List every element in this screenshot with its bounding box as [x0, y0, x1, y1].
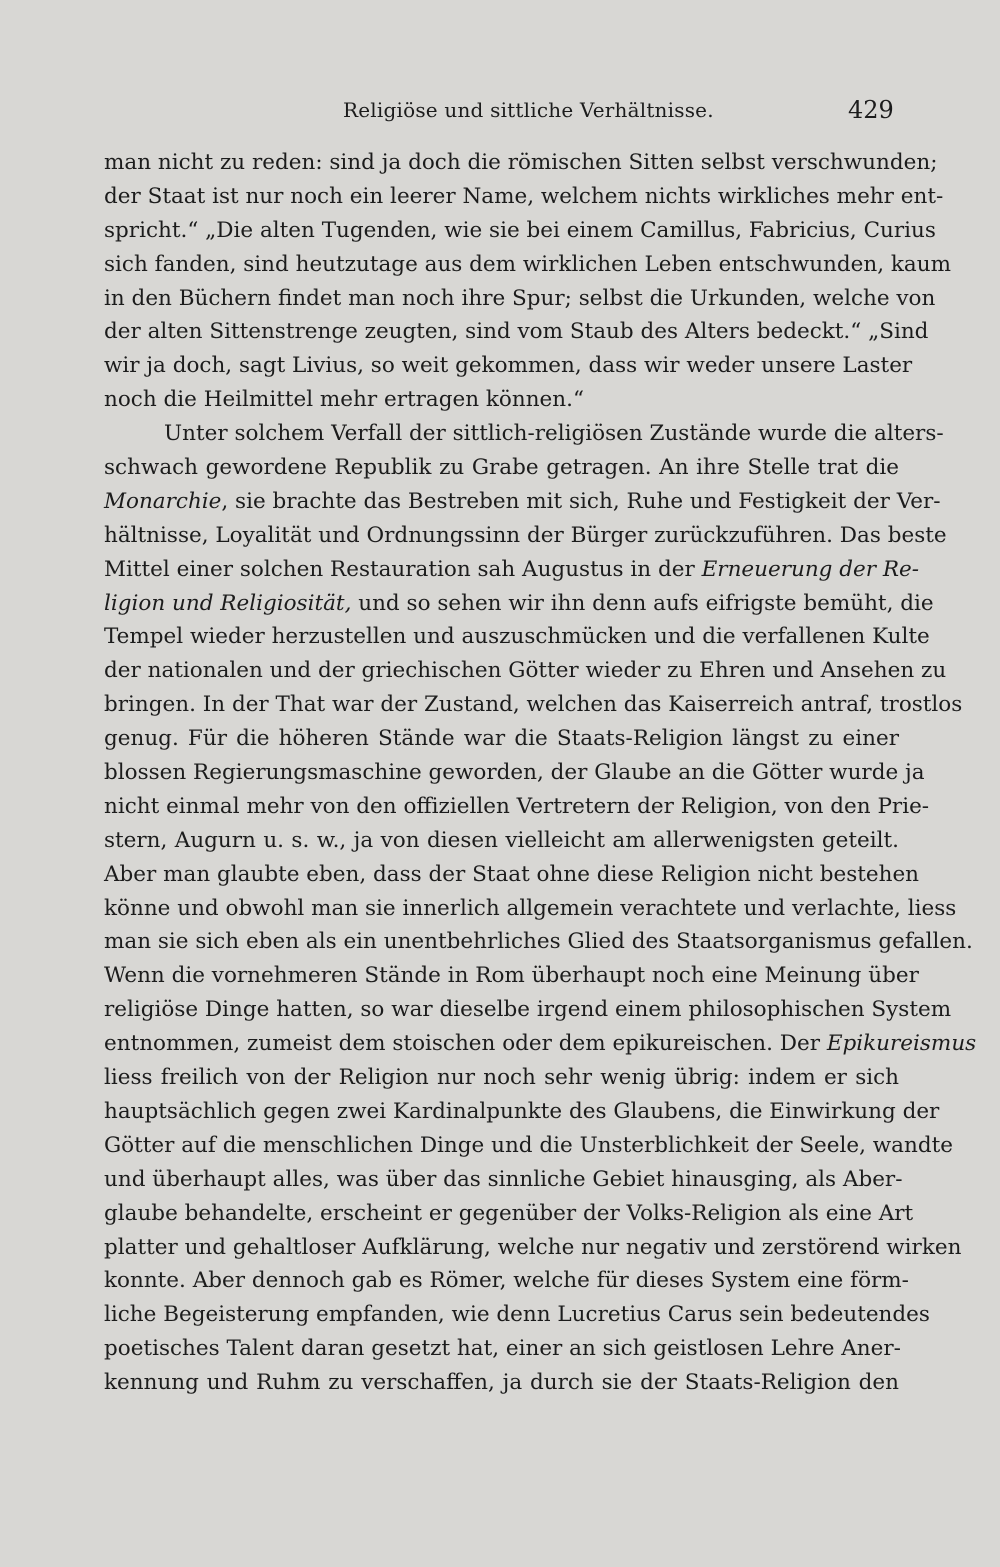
text-run: platter und gehaltloser Aufklärung, welche nur negativ und zerstörend wirken [104, 1234, 962, 1260]
text-run: man nicht zu reden: sind ja doch die römischen Sitten selbst verschwunden; [104, 150, 938, 175]
italic-text: Epikureismus [826, 1031, 977, 1057]
text-run: genug. Für die höheren Stände war die Staats-Religion längst zu einer [104, 726, 899, 752]
text-run: wir ja doch, sagt Livius, so weit gekommen, dass wir weder unsere Laster [104, 353, 913, 379]
text-run: spricht.“ „Die alten Tugenden, wie sie bei einem Camillus, Fabricius, Curius [104, 217, 936, 243]
text-run: Mittel einer solchen Restauration sah Augustus in der [104, 556, 702, 582]
text-line [104, 451, 899, 485]
text-run: schwach gewordene Republik zu Grabe getragen. An ihre Stelle trat die [104, 455, 899, 481]
text-run: kennung und Ruhm zu verschaffen, ja durch sie der Staats-Religion den [104, 1370, 899, 1396]
text-line [104, 790, 930, 824]
text-line [104, 1264, 909, 1298]
text-run: könne und obwohl man sie innerlich allgemein verachtete und verlachte, liess [104, 895, 957, 921]
text-run: sich fanden, sind heutzutage aus dem wirklichen Leben entschwunden, kaum [104, 251, 951, 277]
body-text [104, 146, 977, 1400]
text-run: Tempel wieder herzustellen und auszuschmücken und die verfallenen Kulte [104, 624, 930, 650]
text-run: Unter solchem Verfall der sittlich-religiösen Zustände wurde die alters- [164, 421, 944, 447]
italic-text: Erneuerung der Re- [701, 556, 920, 582]
text-run: konnte. Aber dennoch gab es Römer, welche für dieses System eine förm- [104, 1268, 909, 1294]
text-line [104, 756, 925, 790]
text-line [104, 248, 951, 282]
text-line [104, 180, 944, 214]
text-line [104, 553, 920, 587]
page-number: 429 [848, 96, 894, 124]
text-line [104, 1163, 903, 1197]
text-run: man sie sich eben als ein unentbehrliches Glied des Staatsorganismus gefallen. [104, 929, 973, 955]
text-run: hauptsächlich gegen zwei Kardinalpunkte des Glaubens, die Einwirkung der [104, 1098, 940, 1124]
running-head [0, 96, 1000, 132]
text-line [104, 1366, 899, 1400]
text-run: in den Büchern findet man noch ihre Spur; selbst die Urkunden, welche von [104, 285, 936, 311]
text-run: Götter auf die menschlichen Dinge und die Unsterblichkeit der Seele, wandte [104, 1132, 953, 1158]
text-run: glaube behandelte, erscheint er gegenüber der Volks-Religion als eine Art [104, 1200, 914, 1226]
text-run: hältnisse, Loyalität und Ordnungssinn der Bürger zurückzuführen. Das beste [104, 522, 947, 548]
text-line [104, 1298, 930, 1332]
text-run: Wenn die vornehmeren Stände in Rom überhaupt noch eine Meinung über [104, 963, 919, 989]
text-run: bringen. In der That war der Zustand, welchen das Kaiserreich antraf, trostlos [104, 692, 963, 718]
text-run: und überhaupt alles, was über das sinnliche Gebiet hinausging, als Aber- [104, 1166, 903, 1192]
text-line [104, 654, 947, 688]
text-line [104, 959, 919, 993]
text-run: , sie brachte das Bestreben mit sich, Ruhe und Festigkeit der Ver- [221, 488, 941, 514]
text-line [104, 282, 936, 316]
text-run: stern, Augurn u. s. w., ja von diesen vielleicht am allerwenigsten geteilt. [104, 827, 899, 853]
text-line [104, 146, 938, 180]
italic-text: Monarchie [104, 488, 222, 514]
text-run: noch die Heilmittel mehr ertragen können.“ [104, 387, 584, 413]
text-line [104, 587, 934, 621]
text-run: Aber man glaubte eben, dass der Staat ohne diese Religion nicht bestehen [104, 861, 920, 887]
text-run: der alten Sittenstrenge zeugten, sind vom Staub des Alters bedeckt.“ „Sind [104, 319, 929, 345]
text-run: liche Begeisterung empfanden, wie denn Lucretius Carus sein bedeutendes [104, 1302, 930, 1328]
text-line [104, 892, 957, 926]
text-line [104, 1231, 962, 1265]
text-run: nicht einmal mehr von den offiziellen Vertretern der Religion, von den Prie- [104, 793, 930, 819]
text-run: blossen Regierungsmaschine geworden, der Glaube an die Götter wurde ja [104, 760, 925, 786]
text-line [104, 824, 899, 858]
text-line [104, 1332, 899, 1366]
text-run: poetisches Talent daran gesetzt hat, einer an sich geistlosen Lehre Aner- [104, 1336, 901, 1362]
text-line [104, 620, 930, 654]
running-title: Religiöse und sittliche Verhältnisse. [343, 98, 714, 122]
text-line [104, 858, 920, 892]
text-line [104, 688, 963, 722]
text-line [104, 1095, 940, 1129]
text-line [104, 315, 929, 349]
text-line [104, 485, 941, 519]
text-run: religiöse Dinge hatten, so war dieselbe irgend einem philosophischen System [104, 997, 952, 1023]
text-line [104, 1129, 953, 1163]
text-line [104, 993, 952, 1027]
text-line [104, 417, 944, 451]
text-line [104, 519, 947, 553]
text-line [104, 925, 973, 959]
text-line [104, 1197, 914, 1231]
text-run: liess freilich von der Religion nur noch sehr wenig übrig: indem er sich [104, 1065, 899, 1091]
text-line [104, 722, 899, 756]
text-run: der nationalen und der griechischen Götter wieder zu Ehren und Ansehen zu [104, 658, 947, 684]
text-line [104, 214, 936, 248]
text-line [104, 383, 899, 417]
italic-text: ligion und Religiosität, [104, 590, 352, 616]
text-run: entnommen, zumeist dem stoischen oder dem epikureischen. Der [104, 1031, 827, 1057]
text-line [104, 1027, 977, 1061]
text-line [104, 1061, 899, 1095]
text-run: der Staat ist nur noch ein leerer Name, welchem nichts wirkliches mehr ent- [104, 183, 944, 209]
text-line [104, 349, 913, 383]
text-run: und so sehen wir ihn denn aufs eifrigste bemüht, die [351, 590, 934, 616]
